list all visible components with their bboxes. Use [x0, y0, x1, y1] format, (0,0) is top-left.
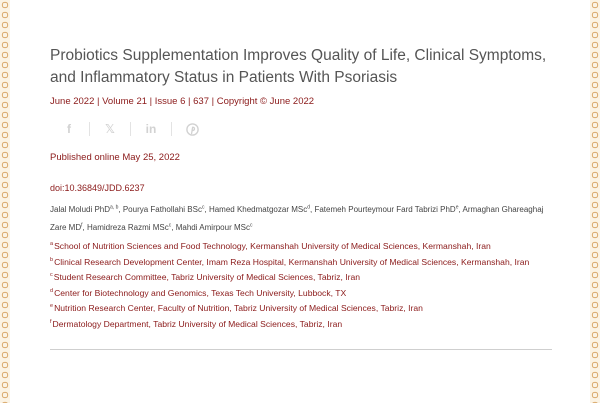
author-affiliation-marker: e: [455, 204, 459, 211]
pinterest-glyph: [186, 123, 199, 136]
author-name: Armaghan Ghareaghaj Zare $MD^f$: [50, 205, 544, 232]
author-affiliation-marker: f: [81, 222, 83, 229]
author-affiliation-marker: a, b: [110, 204, 119, 211]
affiliation-item: [50, 318, 550, 332]
affiliation-text: Clinical Research Development Center, Imam Reza Hospital, Kermanshah University of Medical Sciences, Kermanshah, Iran: [54, 256, 530, 267]
affiliation-marker: a: [50, 241, 54, 248]
affiliation-item: [50, 240, 550, 254]
share-bar: [54, 120, 207, 138]
author-affiliation-marker: c: [249, 222, 253, 229]
affiliation-text: Dermatology Department, Tabriz University of Medical Sciences, Tabriz, Iran: [52, 318, 343, 329]
doi-link[interactable]: doi:10.36849/JDD.6237: [50, 183, 145, 193]
affiliation-item: [50, 302, 550, 316]
author-name: Hamed Khedmatgozar MSc$^d$: [208, 204, 310, 214]
affiliation-text: Nutrition Research Center, Faculty of Nutrition, Tabriz University of Medical Sciences, Tabriz, Iran: [54, 303, 423, 313]
author-name: Pourya Fathollahi BSc$^c$: [122, 204, 205, 214]
affiliation-item: [50, 256, 550, 270]
pinterest-icon[interactable]: [177, 120, 207, 138]
section-divider: [50, 349, 552, 350]
author-name: Mahdi Amirpour MSc$^c$: [175, 222, 253, 232]
published-date: Published online May 25, 2022: [50, 152, 180, 163]
issue-meta: June 2022 | Volume 21 | Issue 6 | 637 | Copyright © June 2022: [50, 96, 315, 107]
author-affiliation-marker: c: [168, 222, 172, 229]
author-list: Jalal Moludi PhD$^{a, b}$, Pourya Fathollahi BSc$^c$, Hamed Khedmatgozar MSc$^d$, Fatemeh Pourteymour Fard Tabrizi PhD$^e$, Armaghan Ghareaghaj Zare $MD^f$, Hamidreza Razmi MSc$^c$, Mahdi Amirpour MSc$^c$: [50, 204, 544, 232]
affiliation-marker: c: [50, 272, 53, 279]
affiliation-text: Student Research Committee, Tabriz University of Medical Sciences, Tabriz, Iran: [53, 272, 361, 282]
linkedin-icon[interactable]: in: [145, 122, 157, 136]
author-affiliation-marker: c: [201, 204, 205, 211]
share-divider: [89, 122, 90, 136]
affiliation-marker: d: [50, 287, 54, 294]
author-name: Fatemeh Pourteymour Fard Tabrizi PhD$^e$: [314, 204, 459, 214]
author-affiliation-marker: d: [307, 204, 310, 211]
decorative-border-right: [590, 0, 600, 403]
affiliation-list: [50, 240, 550, 333]
affiliation-marker: b: [50, 256, 54, 263]
affiliation-marker: e: [50, 303, 54, 310]
x-twitter-icon[interactable]: 𝕏: [105, 122, 115, 136]
author-name: Hamidreza Razmi MSc$^c$: [86, 222, 172, 232]
author-name: Jalal Moludi PhD$^{a, b}$: [50, 204, 119, 214]
decorative-border-left: [0, 0, 10, 403]
affiliation-text: School of Nutrition Sciences and Food Technology, Kermanshah University of Medical Sciences, Kermanshah, Iran: [54, 241, 491, 251]
affiliation-text: Center for Biotechnology and Genomics, Texas Tech University, Lubbock, TX: [54, 287, 347, 298]
share-divider: [171, 122, 172, 136]
facebook-icon[interactable]: f: [67, 122, 71, 136]
article-title: Probiotics Supplementation Improves Quality of Life, Clinical Symptoms, and Inflammatory Status in Patients With Psoriasis: [50, 47, 547, 86]
affiliation-item: [50, 287, 550, 301]
affiliation-item: [50, 271, 550, 285]
share-divider: [130, 122, 131, 136]
affiliation-marker: f: [50, 318, 52, 325]
